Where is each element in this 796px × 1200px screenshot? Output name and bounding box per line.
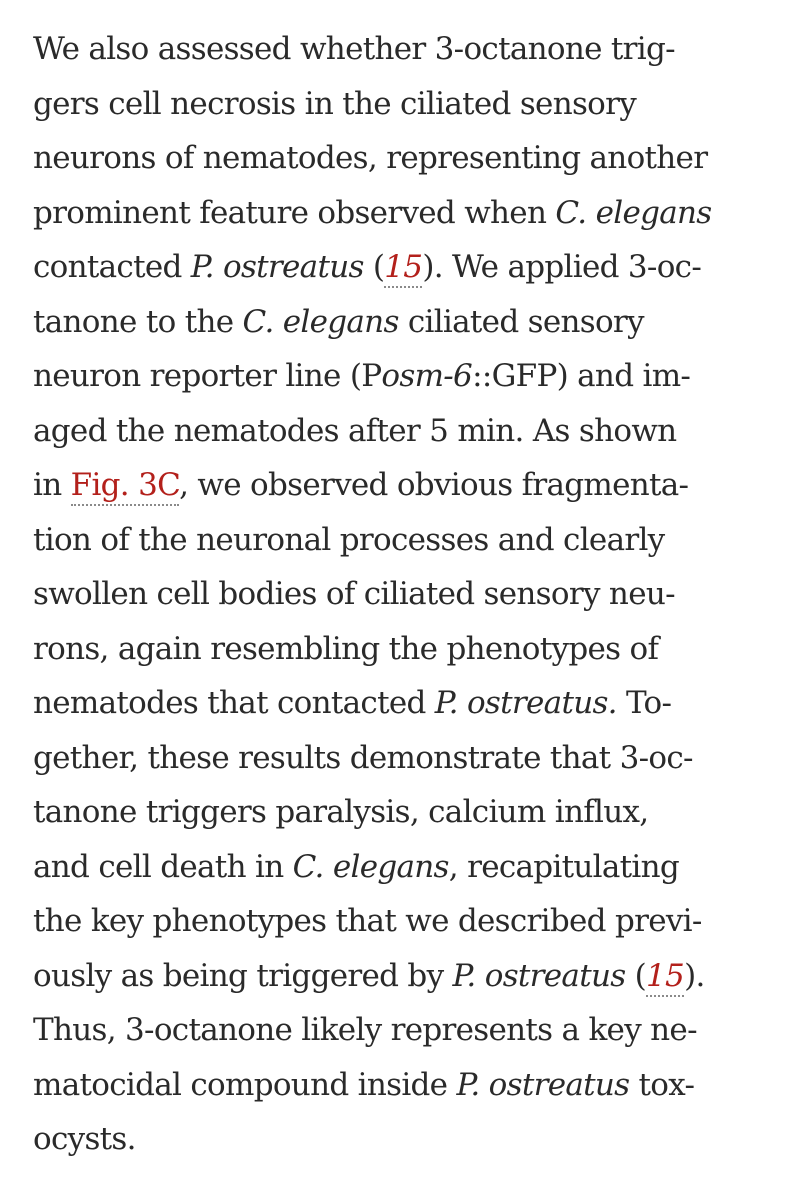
text-line: [33, 1058, 773, 1113]
italic-term: osm-6: [381, 358, 473, 394]
italic-term: C. elegans: [555, 194, 712, 231]
article-body: [33, 22, 773, 1167]
paragraph: [33, 22, 773, 1167]
text-run: neurons of nematodes, representing another: [33, 140, 708, 176]
text-run: matocidal compound inside: [33, 1066, 457, 1103]
italic-term: C. elegans: [242, 303, 399, 340]
text-line: [33, 77, 773, 132]
text-run: contacted: [33, 249, 191, 285]
text-line: [33, 349, 773, 404]
text-line: [33, 676, 773, 731]
text-run: To-: [616, 685, 672, 721]
text-run: gether, these results demonstrate that 3-oc-: [33, 739, 693, 776]
text-run: (: [625, 957, 647, 994]
text-run: prominent feature observed when: [33, 194, 556, 231]
text-run: neuron reporter line (P: [33, 358, 382, 394]
italic-term: P. ostreatus.: [434, 685, 617, 721]
text-line: [33, 513, 773, 568]
figure-link[interactable]: Fig. 3C: [71, 467, 179, 506]
text-line: [33, 1003, 773, 1058]
text-run: nematodes that contacted: [33, 685, 435, 721]
text-run: We also assessed whether 3-octanone trig-: [33, 31, 675, 67]
text-run: ously as being triggered by: [33, 957, 453, 994]
italic-term: P. ostreatus: [456, 1066, 630, 1103]
text-run: (: [363, 249, 385, 285]
text-line: [33, 295, 773, 350]
italic-term: P. ostreatus: [452, 957, 626, 994]
citation-link[interactable]: 15: [646, 958, 684, 997]
text-run: tanone triggers paralysis, calcium influx,: [33, 794, 649, 830]
text-run: gers cell necrosis in the ciliated sensory: [33, 85, 637, 122]
text-line: [33, 1112, 773, 1167]
italic-term: C. elegans: [292, 848, 449, 885]
text-run: tanone to the: [33, 303, 243, 340]
text-run: aged the nematodes after 5 min. As shown: [33, 412, 677, 449]
text-run: rons, again resembling the phenotypes of: [33, 630, 659, 667]
text-run: the key phenotypes that we described previ-: [33, 903, 702, 939]
text-run: ocysts.: [33, 1121, 136, 1157]
text-line: [33, 731, 773, 786]
text-run: tion of the neuronal processes and clearly: [33, 521, 665, 558]
text-run: and cell death in: [33, 848, 293, 885]
text-run: in: [33, 467, 71, 503]
text-line: [33, 404, 773, 459]
text-line: [33, 240, 773, 295]
text-run: ).: [684, 957, 705, 994]
text-line: [33, 949, 773, 1004]
text-line: [33, 785, 773, 840]
text-run: ). We applied 3-oc-: [422, 249, 702, 285]
text-run: tox-: [629, 1066, 695, 1103]
text-line: [33, 458, 773, 513]
text-run: , recapitulating: [448, 848, 680, 885]
text-run: ciliated sensory: [398, 303, 644, 340]
text-run: Thus, 3-octanone likely represents a key ne-: [33, 1012, 697, 1048]
text-line: [33, 894, 773, 949]
text-line: [33, 186, 773, 241]
text-line: [33, 567, 773, 622]
italic-term: P. ostreatus: [190, 249, 364, 285]
text-line: [33, 840, 773, 895]
text-run: , we observed obvious fragmenta-: [179, 467, 689, 503]
citation-link[interactable]: 15: [384, 249, 422, 288]
text-line: [33, 22, 773, 77]
text-run: ::GFP) and im-: [472, 358, 691, 394]
text-line: [33, 622, 773, 677]
text-run: swollen cell bodies of ciliated sensory neu-: [33, 576, 675, 612]
text-line: [33, 131, 773, 186]
